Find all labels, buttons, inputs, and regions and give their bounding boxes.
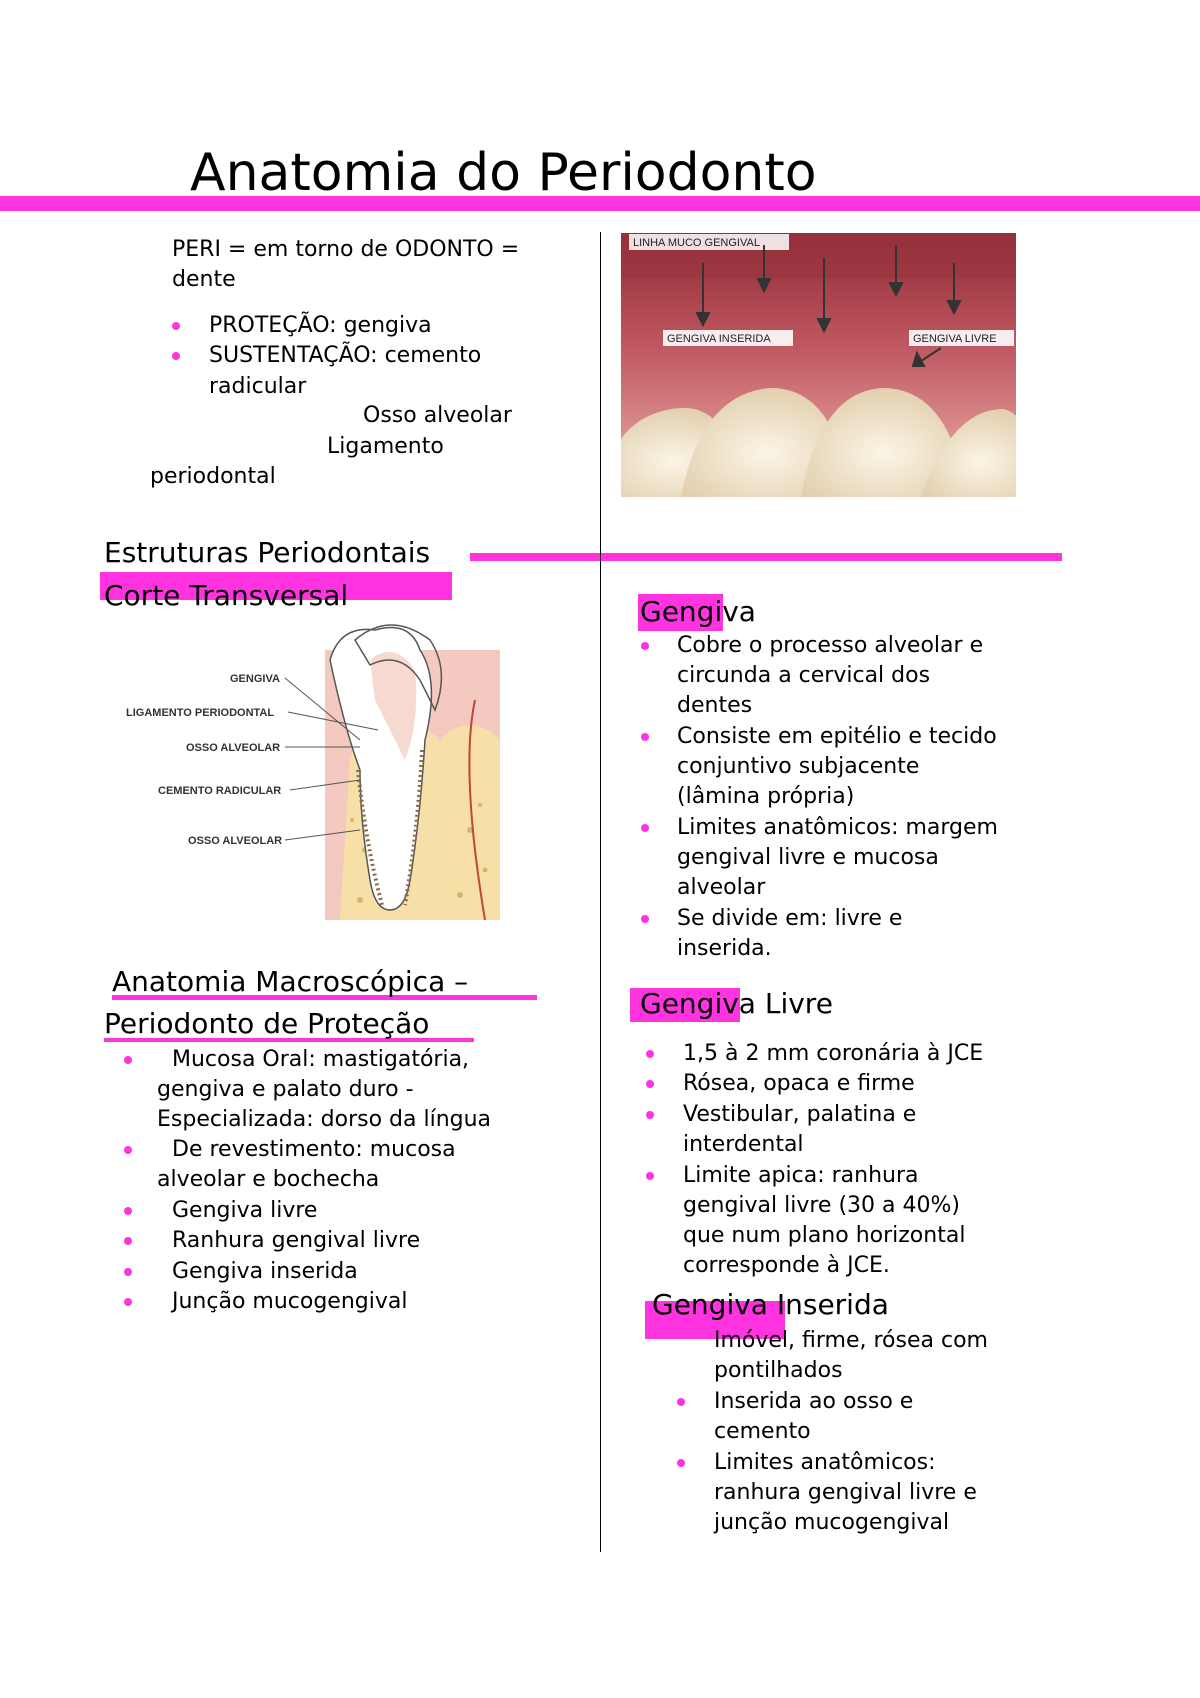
gingiva-photo: [621, 233, 1016, 497]
gengiva-line: circunda a cervical dos: [677, 663, 931, 688]
intro-support-periodontal: periodontal: [150, 464, 276, 489]
label-gengiva-livre: GENGIVA LIVRE: [913, 333, 997, 345]
diagram-labels: [126, 673, 282, 847]
diagram-label: OSSO ALVEOLAR: [186, 742, 281, 754]
gengiva-line: dentes: [677, 693, 753, 718]
diagram-label: GENGIVA: [230, 673, 280, 685]
gengiva-livre-heading: Gengiva Livre: [640, 987, 833, 1020]
gengiva-livre-line: que num plano horizontal: [683, 1223, 966, 1248]
diagram-label: LIGAMENTO PERIODONTAL: [126, 707, 275, 719]
diagram-label: CEMENTO RADICULAR: [158, 785, 282, 797]
tooth-diagram-svg: [120, 620, 500, 920]
macro-line: De revestimento: mucosa: [172, 1137, 456, 1162]
gengiva-inserida-heading: Gengiva Inserida: [652, 1288, 889, 1321]
gengiva-line: (lâmina própria): [677, 784, 855, 809]
intro-support-ligamento: Ligamento: [327, 434, 444, 459]
gengiva-livre-line: gengival livre (30 a 40%): [683, 1193, 960, 1218]
gengiva-inserida-line: Inserida ao osso e: [714, 1389, 914, 1414]
gengiva-livre-line: Limite apica: ranhura: [683, 1163, 919, 1188]
macro-heading-line2: Periodonto de Proteção: [104, 1007, 430, 1040]
macro-line: gengiva e palato duro -: [157, 1077, 414, 1102]
intro-definition-line2: dente: [172, 267, 236, 292]
gengiva-inserida-line: ranhura gengival livre e: [714, 1480, 977, 1505]
gengiva-inserida-line: junção mucogengival: [714, 1510, 950, 1535]
gengiva-line: Se divide em: livre e: [677, 906, 903, 931]
macro-line: Ranhura gengival livre: [172, 1228, 421, 1253]
gengiva-line: inserida.: [677, 936, 772, 961]
gengiva-line: Cobre o processo alveolar e: [677, 633, 984, 658]
tooth-diagram: [120, 620, 500, 920]
intro-protection: PROTEÇÃO: gengiva: [209, 313, 432, 338]
gingiva-photo-svg: [621, 233, 1016, 497]
label-gengiva-inserida: GENGIVA INSERIDA: [667, 333, 771, 345]
intro-definition-line1: PERI = em torno de ODONTO =: [172, 237, 520, 262]
gengiva-line: alveolar: [677, 875, 766, 900]
gengiva-line: Consiste em epitélio e tecido: [677, 724, 997, 749]
gengiva-inserida-line: Imóvel, firme, rósea com: [714, 1328, 988, 1353]
corte-heading: Corte Transversal: [104, 579, 349, 612]
gengiva-heading: Gengiva: [640, 595, 756, 628]
gengiva-livre-line: 1,5 à 2 mm coronária à JCE: [683, 1041, 984, 1066]
macro-line: Gengiva inserida: [172, 1259, 358, 1284]
page-title: Anatomia do Periodonto: [190, 143, 817, 203]
gengiva-livre-line: interdental: [683, 1132, 804, 1157]
macro-line: Mucosa Oral: mastigatória,: [172, 1047, 470, 1072]
intro-support-line1: SUSTENTAÇÃO: cemento: [209, 343, 482, 368]
macro-heading-line1: Anatomia Macroscópica –: [112, 965, 469, 998]
gengiva-line: Limites anatômicos: margem: [677, 815, 998, 840]
gengiva-inserida-line: cemento: [714, 1419, 811, 1444]
gengiva-livre-line: corresponde à JCE.: [683, 1253, 890, 1278]
gengiva-inserida-line: pontilhados: [714, 1358, 843, 1383]
label-linha-muco: LINHA MUCO GENGIVAL: [633, 237, 760, 249]
intro-support-osso: Osso alveolar: [363, 403, 512, 428]
macro-line: Junção mucogengival: [172, 1289, 408, 1314]
estruturas-heading: Estruturas Periodontais: [104, 536, 431, 569]
intro-support-line2: radicular: [209, 374, 307, 399]
gengiva-line: gengival livre e mucosa: [677, 845, 939, 870]
gengiva-line: conjuntivo subjacente: [677, 754, 920, 779]
gengiva-inserida-line: Limites anatômicos:: [714, 1450, 936, 1475]
estruturas-highlight: [470, 553, 1062, 561]
gengiva-livre-line: Vestibular, palatina e: [683, 1102, 917, 1127]
gengiva-livre-line: Rósea, opaca e firme: [683, 1071, 915, 1096]
column-divider: [600, 232, 601, 1552]
macro-line: Gengiva livre: [172, 1198, 318, 1223]
diagram-label: OSSO ALVEOLAR: [188, 835, 283, 847]
macro-line: Especializada: dorso da língua: [157, 1107, 492, 1132]
macro-line: alveolar e bochecha: [157, 1167, 380, 1192]
